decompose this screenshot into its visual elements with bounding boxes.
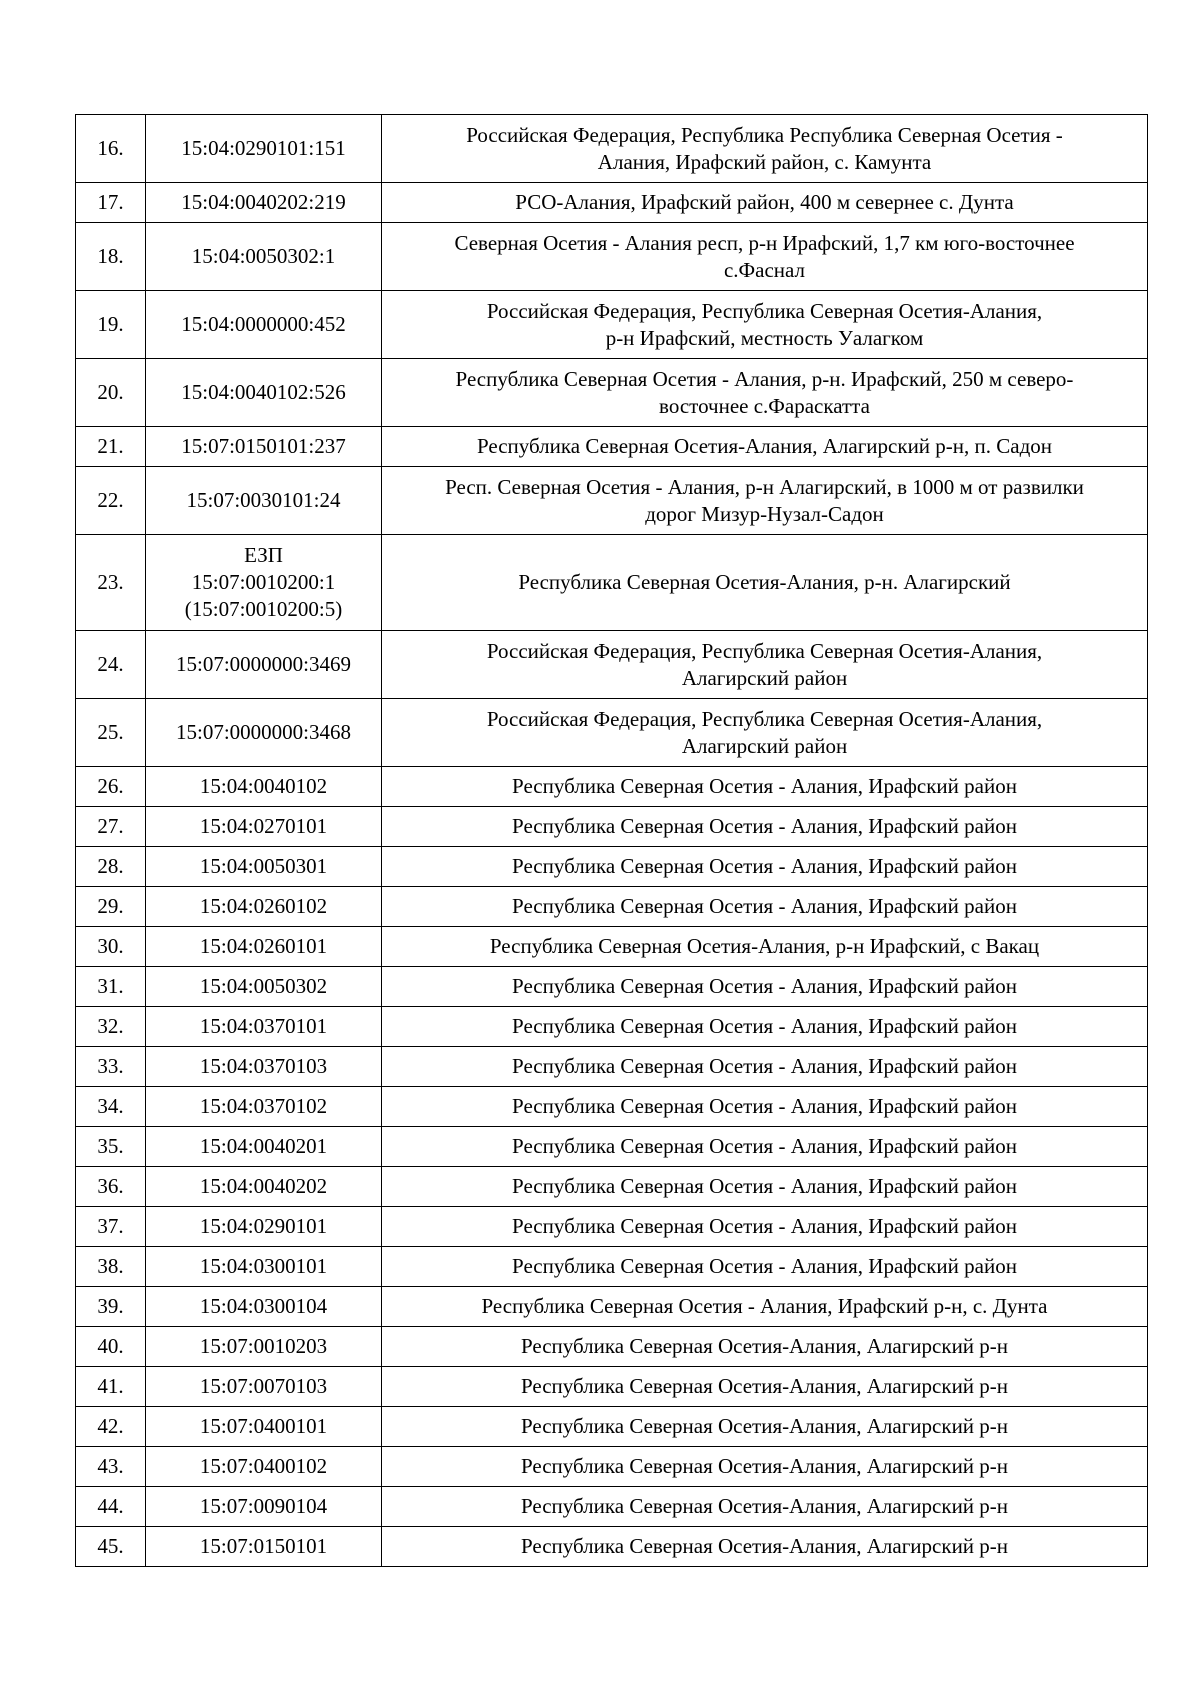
table-row xyxy=(76,699,1148,767)
table-row xyxy=(76,847,1148,887)
row-number: 29. xyxy=(76,887,146,927)
table-row xyxy=(76,1527,1148,1567)
address-line: Республика Северная Осетия - Алания, Ирафский район xyxy=(512,1174,1017,1198)
row-number: 17. xyxy=(76,183,146,223)
table-row xyxy=(76,1367,1148,1407)
address-line: дорог Мизур-Нузал-Садон xyxy=(645,501,884,526)
cadastral-number-cell xyxy=(146,467,382,535)
address-line: РСО-Алания, Ирафский район, 400 м севернее с. Дунта xyxy=(515,190,1014,214)
cadastral-number-cell xyxy=(146,535,382,631)
address-line: Республика Северная Осетия - Алания, Ирафский район xyxy=(512,1134,1017,1158)
address-cell xyxy=(382,359,1148,427)
cadastral-number-cell xyxy=(146,887,382,927)
table-row xyxy=(76,427,1148,467)
cadastral-number: 15:04:0300101 xyxy=(199,1254,328,1278)
address-line: Республика Северная Осетия-Алания, р-н. Алагирский xyxy=(518,570,1011,594)
address-cell xyxy=(382,887,1148,927)
address-cell xyxy=(382,115,1148,183)
address-cell xyxy=(382,1247,1148,1287)
address-line: Республика Северная Осетия-Алания, Алагирский р-н xyxy=(520,1454,1009,1478)
table-row xyxy=(76,1287,1148,1327)
cadastral-number: 15:04:0300104 xyxy=(199,1294,328,1318)
cadastral-number: 15:04:0040102 xyxy=(199,774,328,798)
row-number: 35. xyxy=(76,1127,146,1167)
cadastral-number-cell xyxy=(146,1247,382,1287)
address-line: Российская Федерация, Республика Северная Осетия-Алания, xyxy=(486,706,1043,731)
address-line: Респ. Северная Осетия - Алания, р-н Алагирский, в 1000 м от развилки xyxy=(445,474,1084,499)
row-number: 43. xyxy=(76,1447,146,1487)
address-line: Республика Северная Осетия - Алания, р-н. Ирафский, 250 м северо- xyxy=(455,366,1074,391)
row-number: 19. xyxy=(76,291,146,359)
address-cell xyxy=(382,1007,1148,1047)
row-number: 20. xyxy=(76,359,146,427)
address-line: с.Фаснал xyxy=(723,257,806,282)
table-row xyxy=(76,967,1148,1007)
address-cell xyxy=(382,1167,1148,1207)
address-cell xyxy=(382,1327,1148,1367)
cadastral-number-cell xyxy=(146,1327,382,1367)
cadastral-number: 15:07:0090104 xyxy=(199,1494,328,1518)
table-row xyxy=(76,535,1148,631)
cadastral-number: 15:04:0000000:452 xyxy=(181,312,346,336)
address-line: Алагирский район xyxy=(681,733,848,758)
cadastral-number-cell xyxy=(146,927,382,967)
row-number: 23. xyxy=(76,535,146,631)
cadastral-number: 15:04:0050302 xyxy=(199,974,328,998)
cadastral-number-cell xyxy=(146,631,382,699)
cadastral-number: 15:04:0050301 xyxy=(199,854,328,878)
row-number: 34. xyxy=(76,1087,146,1127)
cadastral-number-cell xyxy=(146,427,382,467)
table-row xyxy=(76,1327,1148,1367)
address-cell xyxy=(382,699,1148,767)
address-line: Северная Осетия - Алания респ, р-н Ирафский, 1,7 км юго-восточнее xyxy=(454,230,1075,255)
address-cell xyxy=(382,1367,1148,1407)
cadastral-number: 15:04:0050302:1 xyxy=(191,244,336,268)
table-row xyxy=(76,887,1148,927)
address-cell xyxy=(382,1527,1148,1567)
table-row xyxy=(76,1127,1148,1167)
cadastral-number-cell xyxy=(146,699,382,767)
address-line: Республика Северная Осетия - Алания, Ирафский р-н, с. Дунта xyxy=(481,1294,1048,1318)
address-line: Республика Северная Осетия-Алания, Алагирский р-н xyxy=(520,1534,1009,1558)
address-line: Республика Северная Осетия - Алания, Ирафский район xyxy=(512,774,1017,798)
cadastral-number: 15:07:0070103 xyxy=(199,1374,328,1398)
address-cell xyxy=(382,967,1148,1007)
address-cell xyxy=(382,291,1148,359)
table-row xyxy=(76,1407,1148,1447)
cadastral-number: (15:07:0010200:5) xyxy=(184,597,343,621)
table-row xyxy=(76,807,1148,847)
cadastral-number: 15:07:0030101:24 xyxy=(186,488,341,512)
cadastral-number: 15:07:0400101 xyxy=(199,1414,328,1438)
cadastral-number-cell xyxy=(146,1447,382,1487)
cadastral-number: 15:04:0370102 xyxy=(199,1094,328,1118)
cadastral-number-cell xyxy=(146,1487,382,1527)
cadastral-number: 15:07:0400102 xyxy=(199,1454,328,1478)
address-line: Алания, Ирафский район, с. Камунта xyxy=(597,149,932,174)
cadastral-number: 15:04:0370101 xyxy=(199,1014,328,1038)
cadastral-number: 15:07:0010200:1 xyxy=(191,570,336,594)
cadastral-number: 15:04:0040102:526 xyxy=(181,380,346,404)
row-number: 44. xyxy=(76,1487,146,1527)
address-line: Алагирский район xyxy=(681,665,848,690)
row-number: 33. xyxy=(76,1047,146,1087)
row-number: 22. xyxy=(76,467,146,535)
row-number: 45. xyxy=(76,1527,146,1567)
table-row xyxy=(76,767,1148,807)
address-line: Российская Федерация, Республика Республика Северная Осетия - xyxy=(466,122,1063,147)
cadastral-number-cell xyxy=(146,967,382,1007)
address-line: Республика Северная Осетия - Алания, Ирафский район xyxy=(512,854,1017,878)
cadastral-number-cell xyxy=(146,359,382,427)
address-line: Республика Северная Осетия - Алания, Ирафский район xyxy=(512,1094,1017,1118)
address-cell xyxy=(382,427,1148,467)
row-number: 40. xyxy=(76,1327,146,1367)
cadastral-number: 15:07:0000000:3468 xyxy=(175,720,351,744)
row-number: 21. xyxy=(76,427,146,467)
address-cell xyxy=(382,1087,1148,1127)
row-number: 41. xyxy=(76,1367,146,1407)
address-cell xyxy=(382,1287,1148,1327)
cadastral-number-cell xyxy=(146,291,382,359)
cadastral-number: 15:04:0290101 xyxy=(199,1214,328,1238)
row-number: 16. xyxy=(76,115,146,183)
address-line: Республика Северная Осетия-Алания, р-н Ирафский, с Вакац xyxy=(489,934,1040,958)
table-row xyxy=(76,291,1148,359)
row-number: 32. xyxy=(76,1007,146,1047)
row-number: 37. xyxy=(76,1207,146,1247)
address-line: Республика Северная Осетия - Алания, Ирафский район xyxy=(512,814,1017,838)
address-line: Республика Северная Осетия - Алания, Ирафский район xyxy=(512,894,1017,918)
cadastral-number: 15:04:0290101:151 xyxy=(181,136,346,160)
address-line: Республика Северная Осетия-Алания, Алагирский р-н xyxy=(520,1414,1009,1438)
address-line: Республика Северная Осетия - Алания, Ирафский район xyxy=(512,974,1017,998)
row-number: 39. xyxy=(76,1287,146,1327)
cadastral-number-cell xyxy=(146,223,382,291)
cadastral-number-cell xyxy=(146,1087,382,1127)
table-row xyxy=(76,1247,1148,1287)
row-number: 27. xyxy=(76,807,146,847)
cadastral-number: 15:04:0260102 xyxy=(199,894,328,918)
cadastral-number-cell xyxy=(146,183,382,223)
cadastral-number-cell xyxy=(146,1127,382,1167)
cadastral-number: 15:07:0010203 xyxy=(199,1334,328,1358)
row-number: 24. xyxy=(76,631,146,699)
address-cell xyxy=(382,183,1148,223)
address-cell xyxy=(382,1127,1148,1167)
address-line: Республика Северная Осетия - Алания, Ирафский район xyxy=(512,1054,1017,1078)
table-row xyxy=(76,467,1148,535)
cadastral-number: 15:04:0040202:219 xyxy=(181,190,346,214)
row-number: 28. xyxy=(76,847,146,887)
address-cell xyxy=(382,631,1148,699)
row-number: 42. xyxy=(76,1407,146,1447)
cadastral-number: 15:04:0260101 xyxy=(199,934,328,958)
table-row xyxy=(76,1007,1148,1047)
cadastral-number: 15:07:0150101 xyxy=(199,1534,328,1558)
table-row xyxy=(76,183,1148,223)
cadastral-number-cell xyxy=(146,807,382,847)
cadastral-number: 15:07:0150101:237 xyxy=(181,434,346,458)
address-line: Республика Северная Осетия - Алания, Ирафский район xyxy=(512,1254,1017,1278)
row-number: 38. xyxy=(76,1247,146,1287)
row-number: 25. xyxy=(76,699,146,767)
cadastral-number: 15:04:0040201 xyxy=(199,1134,328,1158)
address-line: Российская Федерация, Республика Северная Осетия-Алания, xyxy=(486,298,1043,323)
table-row xyxy=(76,1487,1148,1527)
address-line: Республика Северная Осетия - Алания, Ирафский район xyxy=(512,1214,1017,1238)
address-line: Республика Северная Осетия-Алания, Алагирский р-н xyxy=(520,1374,1009,1398)
cadastral-number: 15:07:0000000:3469 xyxy=(175,652,351,676)
address-cell xyxy=(382,767,1148,807)
cadastral-number-cell xyxy=(146,767,382,807)
address-line: Республика Северная Осетия - Алания, Ирафский район xyxy=(512,1014,1017,1038)
address-cell xyxy=(382,1047,1148,1087)
address-cell xyxy=(382,1487,1148,1527)
table-row xyxy=(76,1047,1148,1087)
address-line: Республика Северная Осетия-Алания, Алагирский р-н xyxy=(520,1494,1009,1518)
cadastral-number-cell xyxy=(146,115,382,183)
cadastral-number: 15:04:0370103 xyxy=(199,1054,328,1078)
address-line: Республика Северная Осетия-Алания, Алагирский р-н, п. Садон xyxy=(476,434,1053,458)
address-cell xyxy=(382,535,1148,631)
address-cell xyxy=(382,223,1148,291)
row-number: 26. xyxy=(76,767,146,807)
address-cell xyxy=(382,1207,1148,1247)
cadastral-number-cell xyxy=(146,1527,382,1567)
address-cell xyxy=(382,927,1148,967)
table-row xyxy=(76,1167,1148,1207)
address-cell xyxy=(382,467,1148,535)
address-cell xyxy=(382,807,1148,847)
table-row xyxy=(76,927,1148,967)
row-number: 18. xyxy=(76,223,146,291)
address-line: р-н Ирафский, местность Уалагком xyxy=(605,325,924,350)
table-row xyxy=(76,1207,1148,1247)
row-number: 31. xyxy=(76,967,146,1007)
cadastral-number-cell xyxy=(146,1007,382,1047)
cadastral-number-cell xyxy=(146,1047,382,1087)
cadastral-number: 15:04:0270101 xyxy=(199,814,328,838)
row-number: 36. xyxy=(76,1167,146,1207)
cadastral-number-cell xyxy=(146,1287,382,1327)
address-line: восточнее с.Фараскатта xyxy=(659,393,870,418)
table-row xyxy=(76,1087,1148,1127)
address-line: Республика Северная Осетия-Алания, Алагирский р-н xyxy=(520,1334,1009,1358)
address-cell xyxy=(382,1407,1148,1447)
cadastral-number: ЕЗП xyxy=(244,543,283,567)
table-row xyxy=(76,631,1148,699)
cadastral-number: 15:04:0040202 xyxy=(199,1174,328,1198)
address-cell xyxy=(382,847,1148,887)
cadastral-number-cell xyxy=(146,1367,382,1407)
address-cell xyxy=(382,1447,1148,1487)
table-row xyxy=(76,223,1148,291)
cadastral-number-cell xyxy=(146,1167,382,1207)
table-row xyxy=(76,359,1148,427)
address-line: Российская Федерация, Республика Северная Осетия-Алания, xyxy=(486,638,1043,663)
table-row xyxy=(76,115,1148,183)
cadastral-number-cell xyxy=(146,1207,382,1247)
cadastral-number-cell xyxy=(146,847,382,887)
cadastral-number-cell xyxy=(146,1407,382,1447)
cadastral-table xyxy=(75,114,1148,1567)
table-row xyxy=(76,1447,1148,1487)
cadastral-table-body xyxy=(76,115,1148,1567)
row-number: 30. xyxy=(76,927,146,967)
